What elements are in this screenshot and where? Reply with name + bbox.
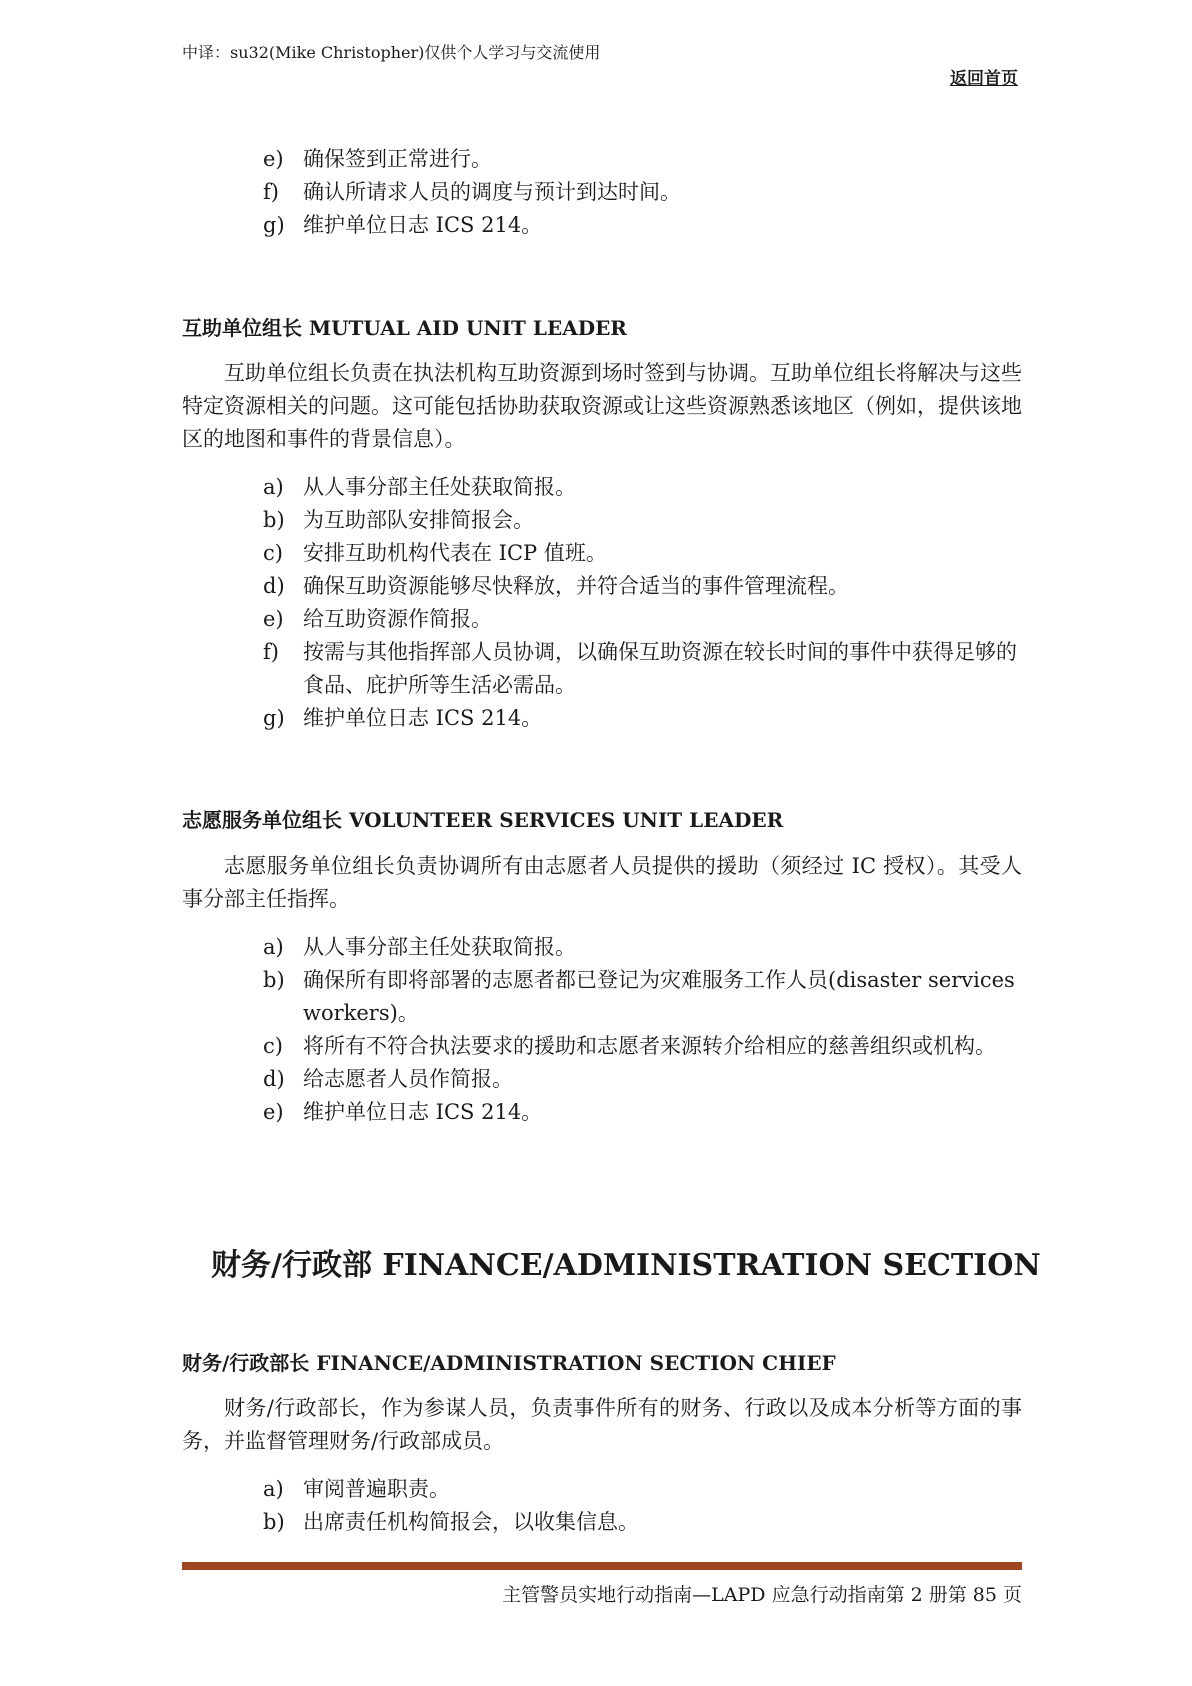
finance-section-heading: 财务/行政部 FINANCE/ADMINISTRATION SECTION bbox=[211, 1248, 1041, 1283]
list-item bbox=[263, 702, 1023, 735]
list-text: 将所有不符合执法要求的援助和志愿者来源转介给相应的慈善组织或机构。 bbox=[303, 1034, 996, 1058]
list-marker: c) bbox=[263, 1034, 283, 1058]
list-text: 确认所请求人员的调度与预计到达时间。 bbox=[303, 180, 681, 204]
translator-note: 中译：su32(Mike Christopher)仅供个人学习与交流使用 bbox=[182, 43, 601, 62]
list-item bbox=[263, 964, 1023, 1030]
list-item bbox=[263, 537, 1023, 570]
list-item bbox=[263, 504, 1023, 537]
finance-chief-paragraph: 财务/行政部长，作为参谋人员，负责事件所有的财务、行政以及成本分析等方面的事务，并监督管理财务/行政部成员。 bbox=[182, 1396, 1022, 1453]
list-marker: a) bbox=[263, 475, 284, 499]
list-text: 确保互助资源能够尽快释放，并符合适当的事件管理流程。 bbox=[303, 574, 849, 598]
list-marker: b) bbox=[263, 508, 285, 532]
list-marker: g) bbox=[263, 213, 285, 237]
mutual-aid-heading: 互助单位组长 MUTUAL AID UNIT LEADER bbox=[182, 316, 627, 340]
list-item bbox=[263, 1506, 1023, 1539]
list-text: 给互助资源作简报。 bbox=[303, 607, 492, 631]
list-item bbox=[263, 176, 1023, 209]
mutual-aid-paragraph: 互助单位组长负责在执法机构互助资源到场时签到与协调。互助单位组长将解决与这些特定资源相关的问题。这可能包括协助获取资源或让这些资源熟悉该地区（例如，提供该地区的地图和事件的背景信息）。 bbox=[182, 361, 1022, 451]
list-text: 维护单位日志 ICS 214。 bbox=[303, 213, 543, 237]
list-marker: d) bbox=[263, 1067, 285, 1091]
finance-chief-heading: 财务/行政部长 FINANCE/ADMINISTRATION SECTION CHIEF bbox=[182, 1351, 836, 1375]
list-text: 维护单位日志 ICS 214。 bbox=[303, 1100, 543, 1124]
volunteer-paragraph: 志愿服务单位组长负责协调所有由志愿者人员提供的援助（须经过 IC 授权）。其受人事分部主任指挥。 bbox=[182, 854, 1022, 911]
list-item bbox=[263, 931, 1023, 964]
volunteer-heading: 志愿服务单位组长 VOLUNTEER SERVICES UNIT LEADER bbox=[182, 808, 784, 832]
list-item bbox=[263, 209, 1023, 242]
list-marker: a) bbox=[263, 1477, 284, 1501]
list-marker: f) bbox=[263, 640, 279, 664]
list-marker: e) bbox=[263, 607, 284, 631]
list-text: 审阅普遍职责。 bbox=[303, 1477, 450, 1501]
list-item bbox=[263, 471, 1023, 504]
top-list bbox=[263, 143, 1023, 242]
volunteer-list bbox=[263, 931, 1023, 1129]
footer-rule bbox=[182, 1562, 1022, 1570]
list-marker: d) bbox=[263, 574, 285, 598]
mutual-aid-list bbox=[263, 471, 1023, 735]
finance-chief-list bbox=[263, 1473, 1023, 1539]
list-item bbox=[263, 1063, 1023, 1096]
list-text: 确保所有即将部署的志愿者都已登记为灾难服务工作人员(disaster services workers)。 bbox=[303, 968, 1015, 1025]
list-text: 安排互助机构代表在 ICP 值班。 bbox=[303, 541, 607, 565]
footer-text: 主管警员实地行动指南—LAPD 应急行动指南第 2 册第 85 页 bbox=[502, 1584, 1022, 1606]
list-marker: c) bbox=[263, 541, 283, 565]
list-marker: b) bbox=[263, 968, 285, 992]
list-item bbox=[263, 1096, 1023, 1129]
list-text: 给志愿者人员作简报。 bbox=[303, 1067, 513, 1091]
list-marker: e) bbox=[263, 1100, 284, 1124]
list-text: 从人事分部主任处获取简报。 bbox=[303, 475, 576, 499]
list-text: 从人事分部主任处获取简报。 bbox=[303, 935, 576, 959]
home-link[interactable]: 返回首页 bbox=[950, 69, 1018, 89]
list-text: 出席责任机构简报会，以收集信息。 bbox=[303, 1510, 639, 1534]
list-marker: g) bbox=[263, 706, 285, 730]
list-item bbox=[263, 1030, 1023, 1063]
list-marker: a) bbox=[263, 935, 284, 959]
list-text: 维护单位日志 ICS 214。 bbox=[303, 706, 543, 730]
list-text: 按需与其他指挥部人员协调，以确保互助资源在较长时间的事件中获得足够的食品、庇护所等生活必需品。 bbox=[303, 640, 1017, 697]
list-item bbox=[263, 143, 1023, 176]
list-item bbox=[263, 636, 1023, 702]
list-marker: b) bbox=[263, 1510, 285, 1534]
list-marker: e) bbox=[263, 147, 284, 171]
list-text: 为互助部队安排简报会。 bbox=[303, 508, 534, 532]
list-item bbox=[263, 1473, 1023, 1506]
list-item bbox=[263, 603, 1023, 636]
list-marker: f) bbox=[263, 180, 279, 204]
list-text: 确保签到正常进行。 bbox=[303, 147, 492, 171]
list-item bbox=[263, 570, 1023, 603]
